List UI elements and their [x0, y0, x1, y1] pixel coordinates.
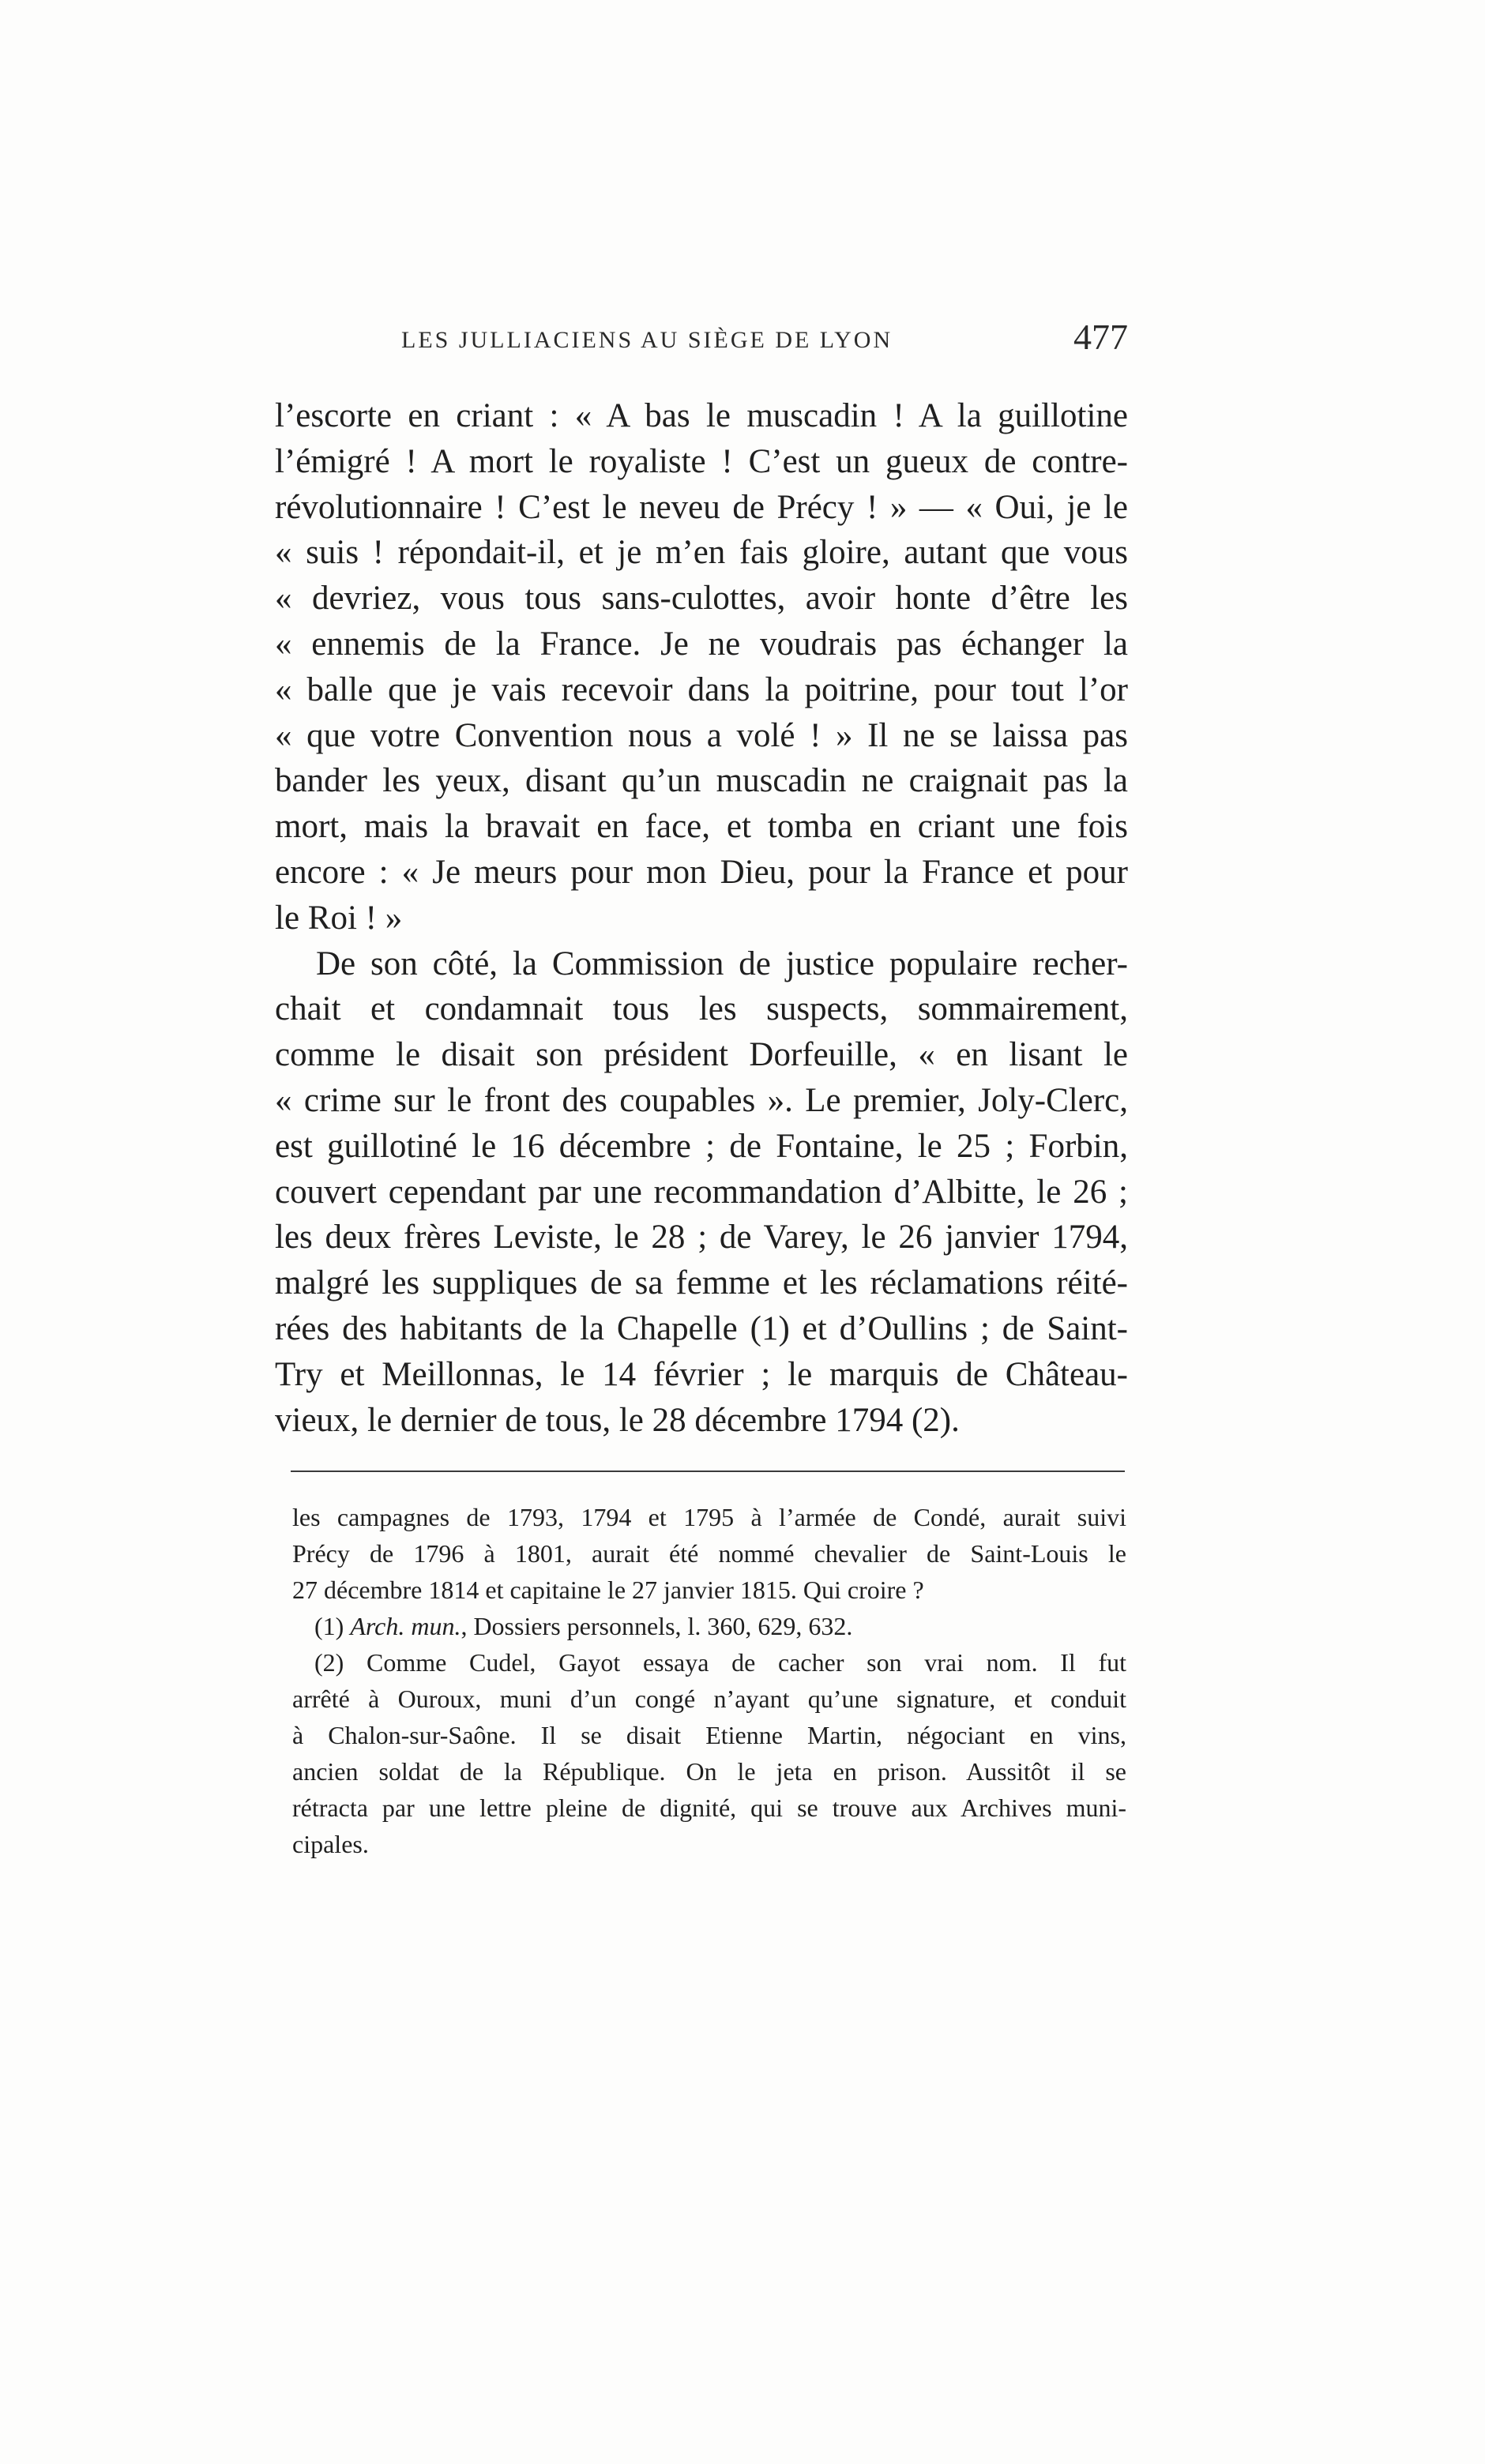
footnote-line: (2) Comme Cudel, Gayot essaya de cacher son vrai nom. Il fut	[314, 1648, 1126, 1677]
page-number: 477	[1073, 317, 1128, 357]
text-line: mort, mais la bravait en face, et tomba en criant une fois	[275, 808, 1128, 846]
footnotes	[292, 1499, 1126, 1862]
text-line: rées des habitants de la Chapelle (1) et d’Oullins ; de Saint-	[275, 1309, 1128, 1347]
footnote-line: les campagnes de 1793, 1794 et 1795 à l’armée de Condé, aurait suivi	[292, 1503, 1126, 1531]
footnote-line: cipales.	[292, 1830, 369, 1858]
text-line: « devriez, vous tous sans-culottes, avoir honte d’être les	[275, 580, 1128, 618]
text-line: est guillotiné le 16 décembre ; de Fontaine, le 25 ; Forbin,	[275, 1127, 1128, 1165]
text-line: les deux frères Leviste, le 28 ; de Varey, le 26 janvier 1794,	[275, 1219, 1128, 1256]
footnote-line: à Chalon-sur-Saône. Il se disait Etienne Martin, négociant en vins,	[292, 1721, 1126, 1749]
text-line: « ennemis de la France. Je ne voudrais pas échanger la	[275, 625, 1128, 663]
page-header	[275, 316, 1128, 371]
text-line: chait et condamnait tous les suspects, sommairement,	[275, 990, 1128, 1028]
text-line: De son côté, la Commission de justice populaire recher-	[316, 945, 1128, 982]
text-line: « crime sur le front des coupables ». Le premier, Joly-Clerc,	[275, 1081, 1128, 1119]
footnote-line: rétracta par une lettre pleine de dignité, qui se trouve aux Archives muni-	[292, 1794, 1126, 1822]
text-line: « suis ! répondait-il, et je m’en fais gloire, autant que vous	[275, 534, 1128, 572]
text-line: couvert cependant par une recommandation d’Albitte, le 26 ;	[275, 1173, 1128, 1211]
footnote-1	[292, 1608, 1126, 1644]
text-line: « balle que je vais recevoir dans la poitrine, pour tout l’or	[275, 670, 1128, 708]
footnote-text: , Dossiers personnels, l. 360, 629, 632.	[461, 1612, 853, 1640]
footnote-source: Arch. mun.	[350, 1612, 461, 1640]
text-line: bander les yeux, disant qu’un muscadin ne craignait pas la	[275, 762, 1128, 800]
text-line: encore : « Je meurs pour mon Dieu, pour la France et pour	[275, 853, 1128, 891]
main-text	[275, 393, 1128, 1443]
footnote-line: Précy de 1796 à 1801, aurait été nommé chevalier de Saint-Louis le	[292, 1539, 1126, 1568]
text-line: vieux, le dernier de tous, le 28 décembre 1794 (2).	[275, 1401, 960, 1439]
footnote-line: ancien soldat de la République. On le jeta en prison. Aussitôt il se	[292, 1757, 1126, 1786]
text-line: révolutionnaire ! C’est le neveu de Précy ! » — « Oui, je le	[275, 488, 1128, 526]
footnote-line: 27 décembre 1814 et capitaine le 27 janvier 1815. Qui croire ?	[292, 1576, 924, 1604]
text-line: le Roi ! »	[275, 899, 403, 937]
text-line: « que votre Convention nous a volé ! » Il ne se laissa pas	[275, 716, 1128, 754]
running-title: LES JULLIACIENS AU SIÈGE DE LYON	[401, 327, 893, 353]
footnote-line: arrêté à Ouroux, muni d’un congé n’ayant qu’une signature, et conduit	[292, 1685, 1126, 1713]
text-line: comme le disait son président Dorfeuille, « en lisant le	[275, 1036, 1128, 1074]
text-line: Try et Meillonnas, le 14 février ; le marquis de Château-	[275, 1355, 1128, 1393]
text-line: malgré les suppliques de sa femme et les réclamations réité-	[275, 1264, 1128, 1302]
footnote-marker: (1)	[314, 1612, 344, 1640]
footnote-separator	[291, 1471, 1125, 1472]
text-line: l’émigré ! A mort le royaliste ! C’est un gueux de contre-	[275, 442, 1128, 480]
text-line: l’escorte en criant : « A bas le muscadin ! A la guillotine	[275, 397, 1128, 434]
